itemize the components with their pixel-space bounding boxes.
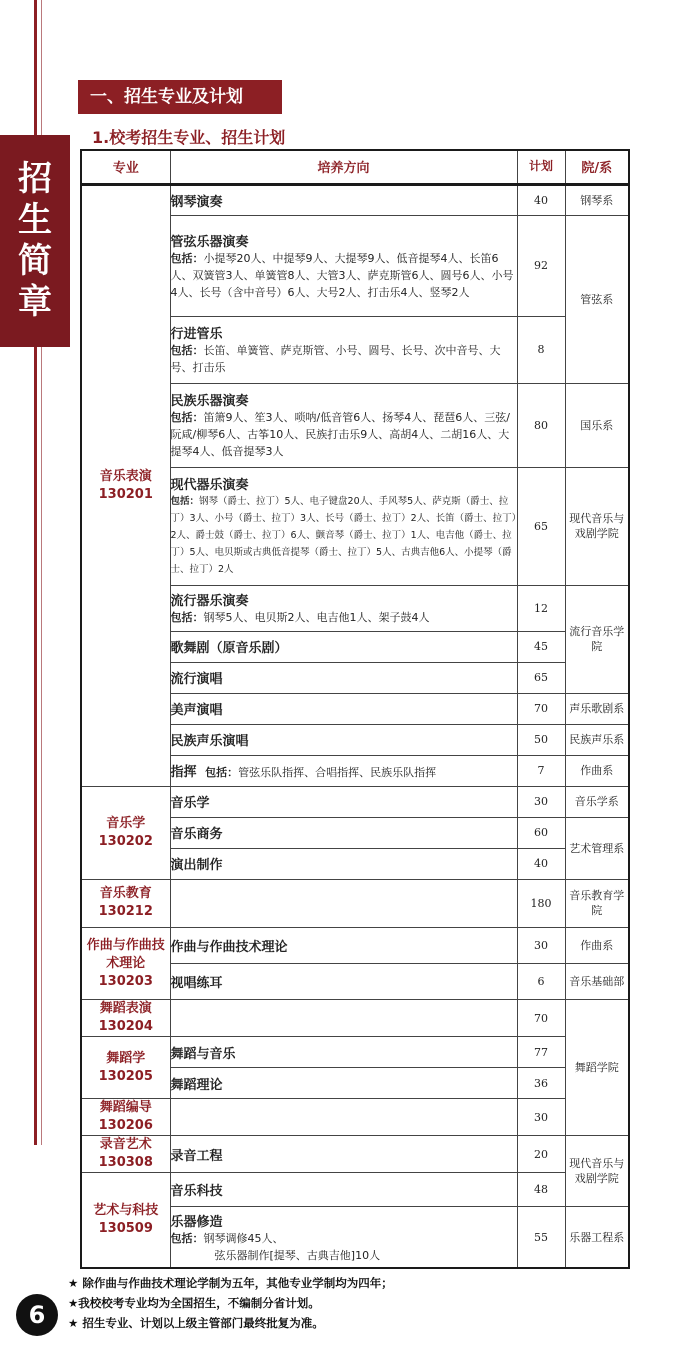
side-tab-char: 生 xyxy=(18,200,52,240)
direction-name: 民族乐器演奏 xyxy=(170,394,249,410)
dept-cell: 音乐基础部 xyxy=(565,964,629,1000)
detail-label: 包括： xyxy=(170,251,204,265)
direction-cell xyxy=(170,848,517,879)
direction-cell xyxy=(170,1136,517,1173)
dept-cell: 管弦系 xyxy=(565,215,629,383)
direction-name: 管弦乐器演奏 xyxy=(170,234,249,250)
major-code: 130308 xyxy=(98,1155,153,1171)
major-code: 130212 xyxy=(98,904,153,920)
detail-label: 包括： xyxy=(170,611,204,625)
direction-detail xyxy=(171,1230,517,1247)
direction-cell xyxy=(170,316,517,383)
major-cell xyxy=(81,1099,170,1136)
dept-cell: 舞蹈学院 xyxy=(565,1000,629,1136)
detail-label: 包括： xyxy=(170,344,204,358)
major-code: 130205 xyxy=(98,1068,153,1084)
direction-cell xyxy=(170,964,517,1000)
dept-cell: 乐器工程系 xyxy=(565,1207,629,1268)
footnote: ★我校校考专业均为全国招生，不编制分省计划。 xyxy=(68,1296,320,1310)
dept-cell: 钢琴系 xyxy=(565,184,629,215)
major-cell xyxy=(81,927,170,999)
direction-name: 指挥 xyxy=(170,764,197,780)
dept-cell: 作曲系 xyxy=(565,755,629,786)
direction-name: 舞蹈理论 xyxy=(170,1077,223,1093)
direction-name: 音乐学 xyxy=(170,796,210,812)
table-row xyxy=(81,184,629,215)
plan-cell: 55 xyxy=(517,1207,565,1268)
direction-name: 流行器乐演奏 xyxy=(170,594,249,610)
table-row xyxy=(81,1099,629,1136)
table-row xyxy=(81,1136,629,1173)
detail-text: 长笛、单簧管、萨克斯管、小号、圆号、长号、次中音号、大号、打击乐 xyxy=(170,344,501,375)
direction-detail xyxy=(171,250,517,301)
plan-cell: 6 xyxy=(517,964,565,1000)
direction-detail xyxy=(202,766,437,779)
direction-cell xyxy=(170,1173,517,1207)
direction-name: 舞蹈与音乐 xyxy=(170,1046,236,1062)
header-major: 专业 xyxy=(81,150,170,184)
footnote: ★ 招生专业、计划以上级主管部门最终批复为准。 xyxy=(68,1316,324,1330)
direction-name: 演出制作 xyxy=(170,858,223,874)
dept-cell: 现代音乐与戏剧学院 xyxy=(565,467,629,585)
footnotes xyxy=(68,1273,393,1333)
plan-cell: 80 xyxy=(517,383,565,467)
major-cell xyxy=(81,1136,170,1173)
direction-name: 乐器修造 xyxy=(170,1214,223,1230)
plan-cell: 180 xyxy=(517,879,565,927)
direction-name: 作曲与作曲技术理论 xyxy=(170,940,288,955)
major-code: 130203 xyxy=(98,973,153,989)
direction-cell xyxy=(170,1037,517,1068)
direction-name: 民族声乐演唱 xyxy=(170,734,249,750)
direction-name: 流行演唱 xyxy=(170,672,223,688)
table-row xyxy=(81,1173,629,1207)
direction-detail-2: 弦乐器制作[提琴、古典吉他]10人 xyxy=(214,1248,381,1262)
table-row xyxy=(81,786,629,817)
plan-cell: 30 xyxy=(517,1099,565,1136)
side-tab-char: 招 xyxy=(18,159,52,199)
plan-cell: 36 xyxy=(517,1068,565,1099)
direction-cell xyxy=(170,383,517,467)
table-row xyxy=(81,927,629,963)
plan-cell: 65 xyxy=(517,662,565,693)
direction-name: 音乐商务 xyxy=(170,827,223,843)
plan-cell: 92 xyxy=(517,215,565,316)
direction-detail xyxy=(171,342,517,376)
admission-plan-table xyxy=(80,149,630,1269)
plan-cell: 60 xyxy=(517,817,565,848)
detail-text: 笛箫9人、笙3人、唢呐/低音管6人、扬琴4人、琵琶6人、三弦/阮咸/柳琴6人、古筝10人、民族打击乐9人、高胡4人、二胡16人、大提琴4人、低音提琴3人 xyxy=(170,411,510,459)
dept-cell: 声乐歌剧系 xyxy=(565,693,629,724)
major-name: 艺术与科技 xyxy=(93,1203,159,1219)
major-cell xyxy=(81,1037,170,1099)
direction-cell xyxy=(170,927,517,963)
detail-text: 小提琴20人、中提琴9人、大提琴9人、低音提琴4人、长笛6人、双簧管3人、单簧管8人、大管3人、萨克斯管6人、圆号6人、小号4人、长号（含中音号）6人、大号2人、打击乐4人、竖琴2人 xyxy=(170,251,514,299)
major-code: 130202 xyxy=(98,833,153,849)
side-tab-char: 简 xyxy=(18,241,52,281)
direction-cell xyxy=(170,1068,517,1099)
dept-cell: 音乐学系 xyxy=(565,786,629,817)
plan-cell: 7 xyxy=(517,755,565,786)
direction-detail xyxy=(171,493,517,578)
header-plan: 计划 xyxy=(517,150,565,184)
detail-text: 钢琴调修45人、 xyxy=(203,1231,284,1245)
plan-cell: 40 xyxy=(517,184,565,215)
direction-cell xyxy=(170,879,517,927)
section-title: 一、招生专业及计划 xyxy=(78,80,282,114)
direction-name: 视唱练耳 xyxy=(170,976,223,992)
direction-detail xyxy=(171,609,517,626)
major-name: 作曲与作曲技术理论 xyxy=(86,937,165,971)
direction-cell xyxy=(170,215,517,316)
major-name: 舞蹈编导 xyxy=(99,1100,152,1116)
plan-cell: 30 xyxy=(517,927,565,963)
major-cell xyxy=(81,879,170,927)
plan-cell: 40 xyxy=(517,848,565,879)
major-code: 130206 xyxy=(98,1118,153,1134)
dept-cell: 流行音乐学院 xyxy=(565,585,629,693)
table-header-row xyxy=(81,150,629,184)
detail-text: 钢琴5人、电贝斯2人、电吉他1人、架子鼓4人 xyxy=(203,611,430,625)
plan-cell: 8 xyxy=(517,316,565,383)
major-code: 130201 xyxy=(98,486,153,502)
major-name: 舞蹈表演 xyxy=(99,1001,152,1017)
direction-name: 音乐科技 xyxy=(170,1184,223,1200)
dept-cell: 现代音乐与戏剧学院 xyxy=(565,1136,629,1207)
major-name: 录音艺术 xyxy=(99,1137,152,1153)
table-row xyxy=(81,1037,629,1068)
subtitle: 1.校考招生专业、招生计划 xyxy=(92,128,286,147)
direction-cell xyxy=(170,755,517,786)
dept-cell: 音乐教育学院 xyxy=(565,879,629,927)
plan-cell: 70 xyxy=(517,693,565,724)
header-dept: 院/系 xyxy=(565,150,629,184)
direction-cell xyxy=(170,1207,517,1268)
table-row xyxy=(81,879,629,927)
major-cell xyxy=(81,786,170,879)
header-direction: 培养方向 xyxy=(170,150,517,184)
side-tab xyxy=(0,135,70,347)
plan-cell: 70 xyxy=(517,1000,565,1037)
side-tab-char: 章 xyxy=(18,282,52,322)
plan-cell: 20 xyxy=(517,1136,565,1173)
major-cell xyxy=(81,1000,170,1037)
detail-text: 钢琴（爵士、拉丁）5人、电子键盘20人、手风琴5人、萨克斯（爵士、拉丁）3人、小号（爵士、拉丁）3人、长号（爵士、拉丁）2人、长笛（爵士、拉丁）2人、爵士鼓（爵士、拉丁）6人、颤音琴（爵士、拉丁）1人、电吉他（爵士、拉丁）5人、电贝斯或古典低音提琴（爵士、拉丁）5人、古典吉他6人、小提琴（爵士、拉丁）2人 xyxy=(170,496,517,576)
major-cell xyxy=(81,184,170,786)
table-row xyxy=(81,1000,629,1037)
major-name: 舞蹈学 xyxy=(106,1050,146,1066)
detail-label: 包括： xyxy=(170,496,200,508)
dept-cell: 民族声乐系 xyxy=(565,724,629,755)
direction-cell xyxy=(170,817,517,848)
footnote: ★ 除作曲与作曲技术理论学制为五年，其他专业学制均为四年； xyxy=(68,1276,393,1290)
major-code: 130509 xyxy=(98,1221,153,1237)
major-name: 音乐教育 xyxy=(99,886,152,902)
detail-label: 包括： xyxy=(170,411,204,425)
direction-cell xyxy=(170,693,517,724)
plan-cell: 77 xyxy=(517,1037,565,1068)
direction-name: 行进管乐 xyxy=(170,327,223,343)
direction-name: 录音工程 xyxy=(170,1148,223,1164)
dept-cell: 艺术管理系 xyxy=(565,817,629,879)
direction-cell xyxy=(170,467,517,585)
dept-cell: 国乐系 xyxy=(565,383,629,467)
direction-cell xyxy=(170,585,517,631)
plan-cell: 48 xyxy=(517,1173,565,1207)
direction-cell xyxy=(170,1099,517,1136)
plan-cell: 45 xyxy=(517,631,565,662)
direction-cell xyxy=(170,631,517,662)
plan-cell: 50 xyxy=(517,724,565,755)
plan-cell: 12 xyxy=(517,585,565,631)
direction-name: 美声演唱 xyxy=(170,703,223,719)
direction-cell xyxy=(170,1000,517,1037)
direction-cell xyxy=(170,786,517,817)
plan-cell: 65 xyxy=(517,467,565,585)
plan-cell: 30 xyxy=(517,786,565,817)
major-cell xyxy=(81,1173,170,1268)
direction-cell xyxy=(170,662,517,693)
major-code: 130204 xyxy=(98,1019,153,1035)
page-number: 6 xyxy=(16,1294,58,1336)
major-name: 音乐表演 xyxy=(99,468,152,484)
direction-name: 歌舞剧（原音乐剧） xyxy=(170,641,288,657)
direction-detail xyxy=(171,409,517,460)
detail-text: 管弦乐队指挥、合唱指挥、民族乐队指挥 xyxy=(238,765,437,779)
detail-label: 包括： xyxy=(205,765,239,779)
direction-cell xyxy=(170,184,517,215)
major-name: 音乐学 xyxy=(106,815,146,831)
direction-cell xyxy=(170,724,517,755)
direction-name: 钢琴演奏 xyxy=(170,194,223,210)
detail-label: 包括： xyxy=(170,1231,204,1245)
dept-cell: 作曲系 xyxy=(565,927,629,963)
direction-name: 现代器乐演奏 xyxy=(170,478,249,494)
